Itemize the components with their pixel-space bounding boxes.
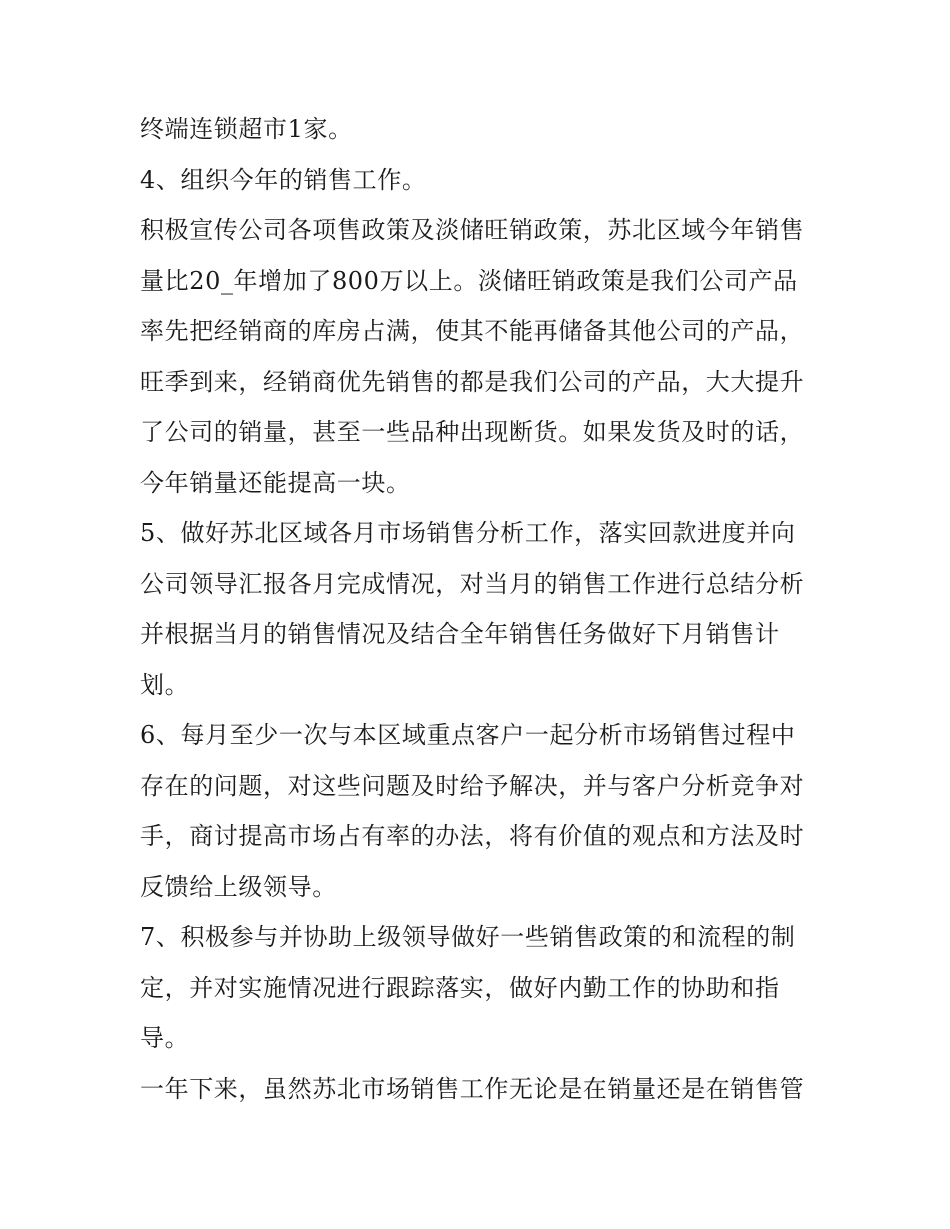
- text-line: 今年销量还能提高一块。: [140, 468, 411, 497]
- text-line: 反馈给上级领导。: [140, 872, 337, 901]
- text-line: 手，商讨提高市场占有率的办法，将有价值的观点和方法及时: [140, 822, 805, 850]
- text-line: 率先把经销商的库房占满，使其不能再储备其他公司的产品，: [140, 317, 805, 345]
- text-line: 4、组织今年的销售工作。: [140, 165, 427, 194]
- text-line: 存在的问题，对这些问题及时给予解决，并与客户分析竞争对: [140, 771, 805, 800]
- text-line: 一年下来，虽然苏北市场销售工作无论是在销量还是在销售管: [140, 1074, 805, 1103]
- text-line: 量比20_年增加了800万以上。淡储旺销政策是我们公司产品: [140, 266, 798, 295]
- text-line: 定，并对实施情况进行跟踪落实，做好内勤工作的协助和指: [140, 973, 780, 1002]
- text-line: 导。: [140, 1024, 190, 1052]
- text-line: 了公司的销量，甚至一些品种出现断货。如果发货及时的话，: [140, 418, 805, 446]
- text-line: 6、每月至少一次与本区域重点客户一起分析市场销售过程中: [140, 721, 796, 749]
- text-line: 7、积极参与并协助上级领导做好一些销售政策的和流程的制: [140, 923, 796, 951]
- document-body: [140, 104, 820, 1114]
- text-line: 公司领导汇报各月完成情况，对当月的销售工作进行总结分析: [140, 569, 805, 598]
- text-line: 终端连锁超市1家。: [140, 115, 353, 143]
- text-line: 积极宣传公司各项售政策及淡储旺销政策，苏北区域今年销售: [140, 216, 805, 244]
- text-line: 5、做好苏北区域各月市场销售分析工作，落实回款进度并向: [140, 519, 796, 547]
- text-line: 划。: [140, 670, 190, 699]
- text-line: 并根据当月的销售情况及结合全年销售任务做好下月销售计: [140, 620, 780, 648]
- text-line: 旺季到来，经销商优先销售的都是我们公司的产品，大大提升: [140, 367, 805, 396]
